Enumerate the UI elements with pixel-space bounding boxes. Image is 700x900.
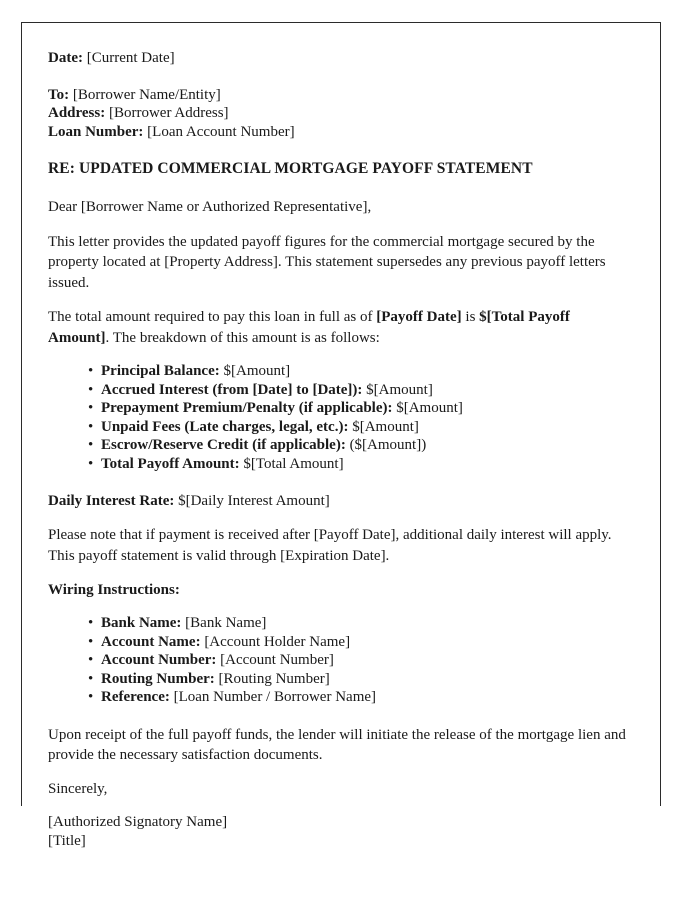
loan-number-line: [48, 123, 633, 142]
wiring-instructions-heading: Wiring Instructions:: [48, 582, 180, 598]
spacer: [48, 600, 633, 614]
spacer: [48, 348, 633, 362]
address-label: Address:: [48, 105, 106, 121]
loan-number-value: [Loan Account Number]: [147, 123, 295, 140]
to-value: [Borrower Name/Entity]: [72, 86, 221, 103]
wiring-item-value: [Routing Number]: [218, 670, 330, 687]
wiring-item-label: Routing Number:: [101, 670, 215, 687]
list-item: [88, 614, 633, 633]
wiring-item-label: Account Number:: [101, 652, 217, 668]
bullet-icon: •: [88, 437, 94, 453]
breakdown-list: [48, 362, 633, 473]
loan-number-label: Loan Number:: [48, 123, 144, 140]
spacer: [48, 141, 633, 159]
bullet-icon: •: [88, 652, 94, 668]
intro-paragraph: This letter provides the updated payoff figures for the commercial mortgage secured by the property located at [Property Address]. This statement supersedes any previous payoff letters issued.: [48, 233, 606, 291]
bullet-icon: •: [88, 689, 94, 705]
wiring-item-value: [Loan Number / Borrower Name]: [173, 689, 377, 705]
breakdown-item-label: Prepayment Premium/Penalty (if applicable):: [101, 400, 393, 416]
spacer: [48, 473, 633, 491]
breakdown-item-label: Principal Balance:: [101, 363, 220, 379]
wiring-item-label: Account Name:: [101, 633, 201, 650]
wiring-item-value: [Bank Name]: [185, 615, 267, 631]
note-paragraph: Please note that if payment is received after [Payoff Date], additional daily interest will apply. This payoff statement is valid through [Expiration Date].: [48, 527, 612, 564]
address-value: [Borrower Address]: [108, 105, 229, 121]
spacer: [48, 179, 633, 197]
list-item: [88, 362, 633, 381]
closing-paragraph: Upon receipt of the full payoff funds, the lender will initiate the release of the mortgage lien and provide the necessary satisfaction documents.: [48, 726, 626, 763]
daily-interest-value: $[Daily Interest Amount]: [178, 493, 330, 509]
signatory-name: [Authorized Signatory Name]: [48, 813, 228, 830]
breakdown-item-value: $[Amount]: [396, 400, 463, 416]
breakdown-item-label: Escrow/Reserve Credit (if applicable):: [101, 437, 346, 453]
breakdown-item-value: $[Amount]: [366, 381, 433, 398]
subject-line: RE: UPDATED COMMERCIAL MORTGAGE PAYOFF STATEMENT: [48, 160, 533, 177]
total-paragraph-part2: is: [461, 309, 480, 325]
list-item: [88, 455, 633, 474]
to-label: To:: [48, 86, 70, 103]
daily-interest-line: [48, 491, 633, 511]
total-paragraph-part3: . The breakdown of this amount is as follows:: [105, 329, 380, 346]
document-page: [21, 22, 661, 849]
wiring-item-label: Reference:: [101, 689, 170, 705]
spacer: [48, 511, 633, 525]
bullet-icon: •: [88, 455, 94, 472]
list-item: [88, 670, 633, 689]
salutation: Dear [Borrower Name or Authorized Representative],: [48, 199, 372, 215]
bullet-icon: •: [88, 363, 94, 379]
total-paragraph-part1: The total amount required to pay this loan in full as of: [48, 309, 377, 325]
breakdown-item-value: $[Total Amount]: [243, 455, 344, 472]
document-body: [22, 23, 660, 851]
list-item: [88, 381, 633, 400]
bullet-icon: •: [88, 633, 94, 650]
date-label: Date:: [48, 50, 83, 66]
total-payoff-amount-placeholder: $[Total Payoff Amount]: [48, 309, 570, 346]
list-item: [88, 633, 633, 652]
bullet-icon: •: [88, 400, 94, 416]
spacer: [48, 218, 633, 232]
list-item: [88, 688, 633, 707]
list-item: [88, 436, 633, 455]
daily-interest-label: Daily Interest Rate:: [48, 493, 175, 509]
spacer: [48, 707, 633, 725]
sign-off: Sincerely,: [48, 780, 108, 797]
bullet-icon: •: [88, 670, 94, 687]
total-amount-paragraph: [48, 307, 633, 348]
bullet-icon: •: [88, 381, 94, 398]
bullet-icon: •: [88, 615, 94, 631]
wiring-item-label: Bank Name:: [101, 615, 182, 631]
breakdown-item-value: $[Amount]: [352, 418, 419, 435]
bullet-icon: •: [88, 418, 94, 435]
spacer: [48, 68, 633, 86]
wiring-item-value: [Account Holder Name]: [204, 633, 351, 650]
spacer: [48, 766, 633, 780]
date-value: [Current Date]: [86, 50, 175, 66]
breakdown-item-label: Unpaid Fees (Late charges, legal, etc.):: [101, 418, 349, 435]
payoff-date-placeholder: [Payoff Date]: [376, 309, 462, 325]
list-item: [88, 418, 633, 437]
signatory-title: [Title]: [48, 832, 86, 849]
address-line: [48, 104, 633, 123]
spacer: [48, 799, 633, 813]
wiring-list: [48, 614, 633, 707]
breakdown-item-label: Accrued Interest (from [Date] to [Date]):: [101, 381, 363, 398]
spacer: [48, 293, 633, 307]
breakdown-item-value: $[Amount]: [223, 363, 291, 379]
date-line: [48, 49, 633, 68]
breakdown-item-value: ($[Amount]): [349, 437, 427, 453]
list-item: [88, 651, 633, 670]
list-item: [88, 399, 633, 418]
to-line: [48, 86, 633, 105]
spacer: [48, 566, 633, 580]
breakdown-item-label: Total Payoff Amount:: [101, 455, 240, 472]
wiring-item-value: [Account Number]: [220, 652, 334, 668]
